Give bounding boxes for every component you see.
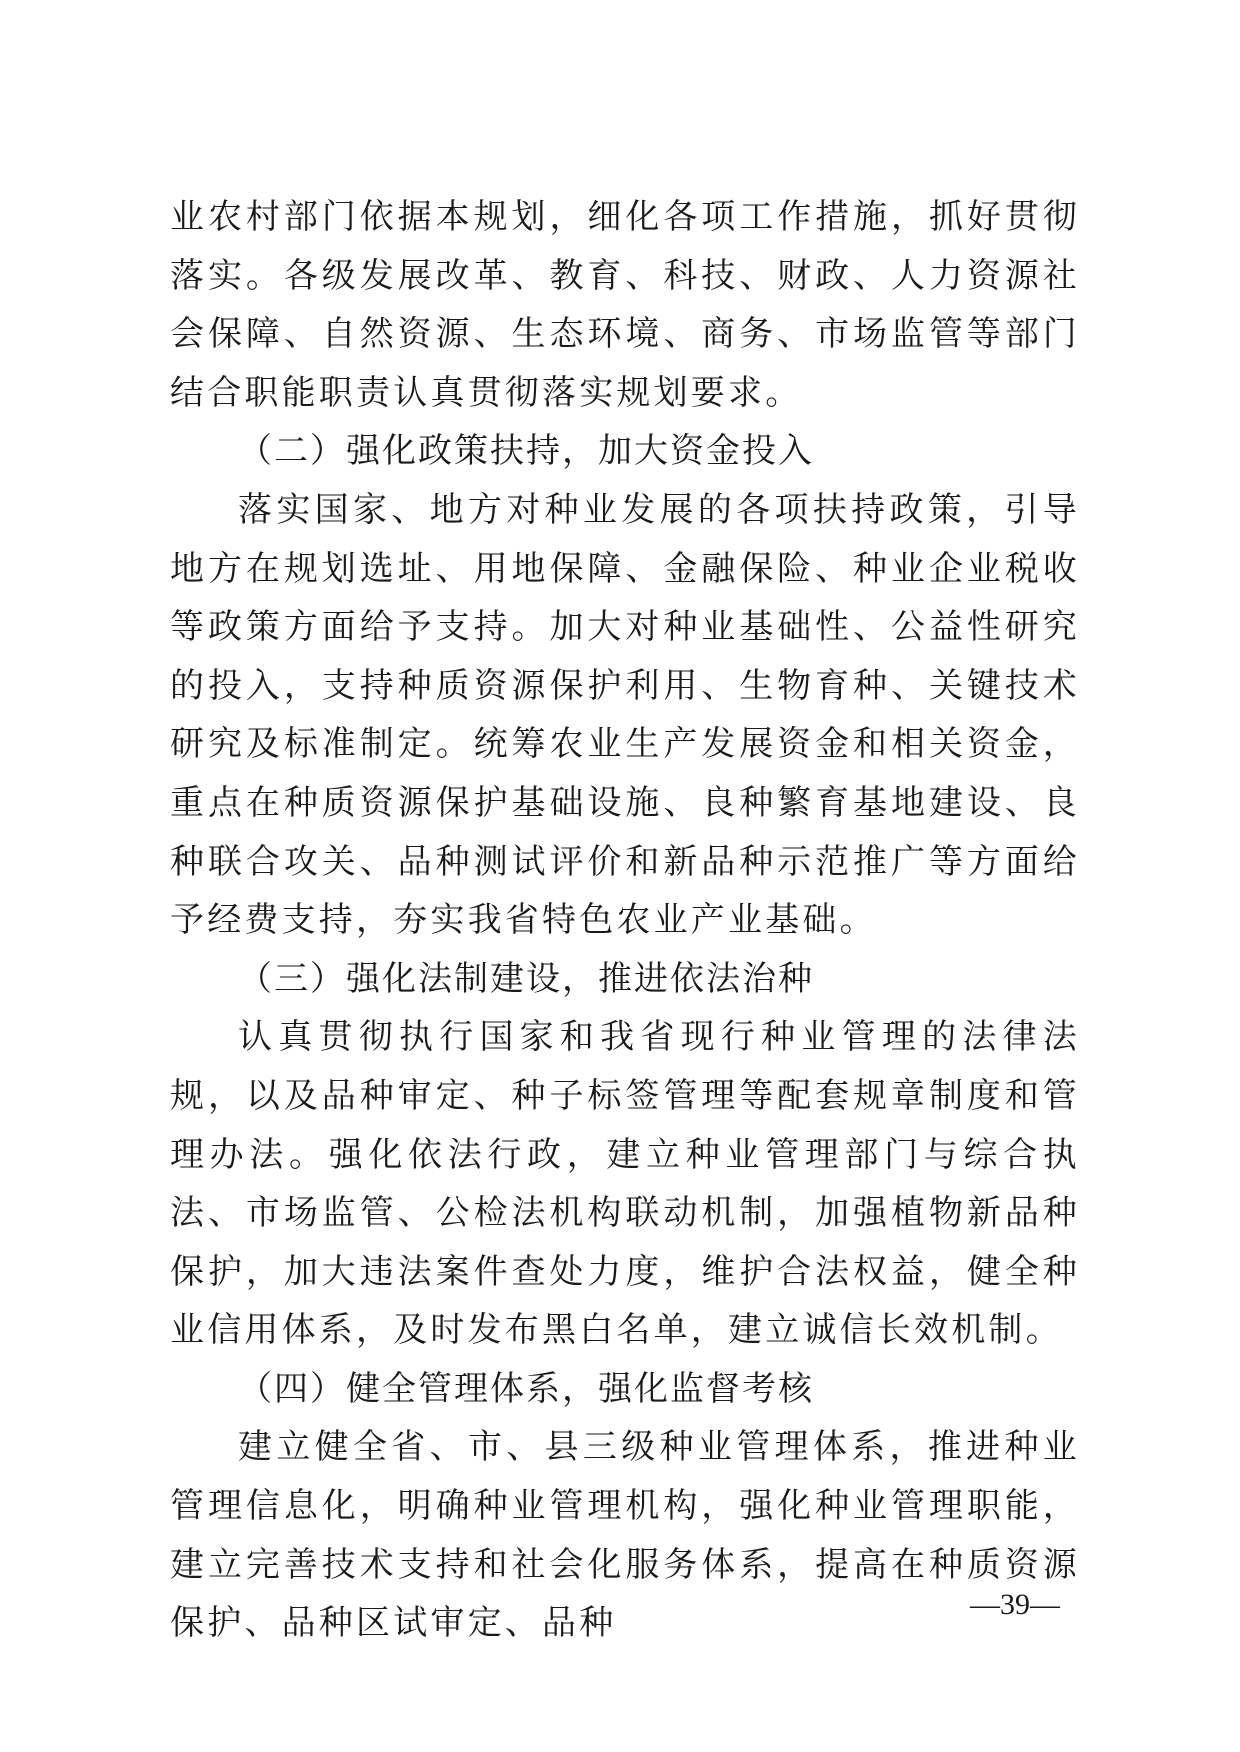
- paragraph-legal-construction: 认真贯彻执行国家和我省现行种业管理的法律法规，以及品种审定、种子标签管理等配套规章制度和管理办法。强化依法行政，建立种业管理部门与综合执法、市场监管、公检法机构联动机制，加强植物新品种保护，加大违法案件查处力度，维护合法权益，健全种业信用体系，及时发布黑白名单，建立诚信长效机制。: [170, 1017, 1080, 1351]
- section-heading-4: （四）健全管理体系，强化监督考核: [238, 1368, 814, 1409]
- body-text: [170, 188, 1080, 1653]
- paragraph-continuation: 业农村部门依据本规划，细化各项工作措施，抓好贯彻落实。各级发展改革、教育、科技、财政、人力资源社会保障、自然资源、生态环境、商务、市场监管等部门结合职能职责认真贯彻落实规划要求。: [170, 197, 1080, 413]
- page-number: —39—: [970, 1588, 1060, 1621]
- paragraph-policy-support: 落实国家、地方对种业发展的各项扶持政策，引导地方在规划选址、用地保障、金融保险、种业企业税收等政策方面给予支持。加大对种业基础性、公益性研究的投入，支持种质资源保护利用、生物育种、关键技术研究及标准制定。统筹农业生产发展资金和相关资金，重点在种质资源保护基础设施、良种繁育基地建设、良种联合攻关、品种测试评价和新品种示范推广等方面给予经费支持，夯实我省特色农业产业基础。: [170, 489, 1080, 941]
- section-heading-3: （三）强化法制建设，推进依法治种: [238, 958, 814, 999]
- paragraph-management-system: 建立健全省、市、县三级种业管理体系，推进种业管理信息化，明确种业管理机构，强化种业管理职能，建立完善技术支持和社会化服务体系，提高在种质资源保护、品种区试审定、品种: [170, 1427, 1080, 1644]
- section-heading-2: （二）强化政策扶持，加大资金投入: [238, 431, 814, 472]
